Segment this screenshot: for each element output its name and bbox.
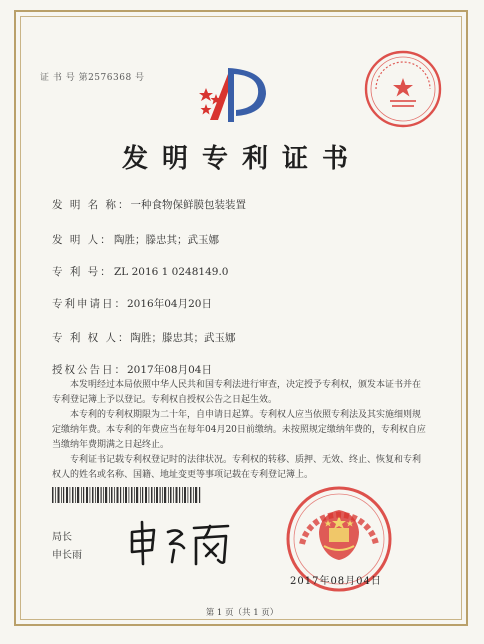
invention-name-row <box>52 197 246 212</box>
invention-name-label: 发 明 名 称： <box>52 199 131 211</box>
patent-number-label: 专 利 号： <box>52 266 113 278</box>
body-paragraph: 本专利的专利权期限为二十年，自申请日起算。专利权人应当依照专利法及其实施细则规定缴纳年费。本专利的年费应当在每年04月20日前缴纳。未按照规定缴纳年费的，专利权自应当缴纳年费期满之日起终止。 <box>52 410 426 450</box>
grant-date-row <box>52 362 212 377</box>
grant-date-value: 2017年08月04日 <box>127 364 212 376</box>
page-footer: 第 1 页（共 1 页） <box>205 608 279 618</box>
filing-date-value: 2016年04月20日 <box>127 298 212 310</box>
page-title: 发明专利证书 <box>121 144 362 174</box>
cnipa-logo-icon <box>198 64 270 126</box>
certificate-number: 证 书 号 第2576368 号 <box>40 73 145 83</box>
filing-date-row <box>52 296 212 311</box>
certificate-body <box>52 378 428 483</box>
barcode-icon <box>52 487 202 503</box>
invention-name-value: 一种食物保鲜膜包装装置 <box>130 199 247 211</box>
patent-number-value: ZL 2016 1 0248149.0 <box>114 266 229 278</box>
body-paragraph: 专利证书记载专利权登记时的法律状况。专利权的转移、质押、无效、终止、恢复和专利权人的姓名或名称、国籍、地址变更等事项记载在专利登记簿上。 <box>52 455 422 480</box>
patentee-row <box>52 330 236 345</box>
signer-name: 申长雨 <box>52 550 82 561</box>
signature-icon <box>124 518 234 566</box>
office-seal-icon <box>362 48 444 130</box>
signer-title: 局长 <box>52 532 72 543</box>
seal-date: 2017年08月04日 <box>290 576 382 587</box>
body-paragraph: 本发明经过本局依照中华人民共和国专利法进行审查，决定授予专利权，颁发本证书并在专利登记簿上予以登记。专利权自授权公告之日起生效。 <box>52 380 422 405</box>
grant-date-label: 授权公告日： <box>52 364 127 376</box>
patentee-value: 陶胜；滕忠其；武玉娜 <box>130 332 236 344</box>
filing-date-label: 专利申请日： <box>52 298 127 310</box>
inventor-label: 发 明 人： <box>52 234 113 246</box>
patent-number-row <box>52 264 228 279</box>
patentee-label: 专 利 权 人： <box>52 332 131 344</box>
inventor-value: 陶胜；滕忠其；武玉娜 <box>114 234 219 246</box>
inventor-row <box>52 232 219 247</box>
